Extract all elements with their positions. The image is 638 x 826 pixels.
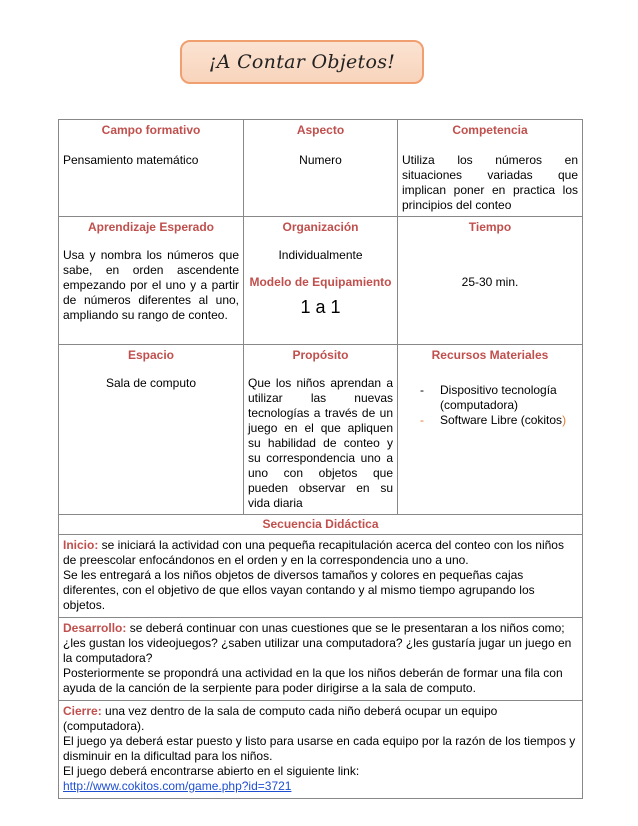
competencia-value: Utiliza los números en situaciones variadas que implican poner en practica los principios del conteo: [402, 153, 578, 212]
recursos-header: Recursos Materiales: [431, 348, 549, 362]
recurso-item: [426, 383, 578, 413]
aspecto-header: Aspecto: [296, 123, 345, 137]
aprendizaje-header: Aprendizaje Esperado: [87, 220, 215, 234]
proposito-header: Propósito: [292, 348, 349, 362]
row-desarrollo: [59, 618, 583, 701]
row-aprendizaje: [59, 217, 583, 345]
recurso-2: Software Libre (cokitos: [440, 413, 563, 427]
cierre-text-1: una vez dentro de la sala de computo cada niño deberá ocupar un equipo (computadora).: [63, 704, 498, 733]
competencia-header: Competencia: [452, 123, 528, 137]
campo-value: Pensamiento matemático: [63, 153, 199, 167]
title-banner: [180, 40, 424, 84]
inicio-text-2: Se les entregará a los niños objetos de diversos tamaños y colores en pequeñas cajas diferentes, con el objetivo de que ellos vayan contando y al mismo tiempo agrupando los objetos.: [63, 568, 535, 612]
recursos-list: [402, 383, 578, 428]
row-secuencia-header: [59, 515, 583, 535]
cell-cierre: [59, 701, 583, 799]
row-cierre: [59, 701, 583, 799]
cell-competencia: [398, 120, 583, 217]
secuencia-header: Secuencia Didáctica: [262, 517, 379, 531]
campo-header: Campo formativo: [101, 123, 201, 137]
espacio-header: Espacio: [127, 348, 175, 362]
cierre-label: Cierre:: [63, 704, 102, 718]
cell-espacio: [59, 345, 244, 515]
game-link[interactable]: http://www.cokitos.com/game.php?id=3721: [63, 779, 292, 793]
tiempo-header: Tiempo: [468, 220, 512, 234]
recurso-1: Dispositivo tecnología (computadora): [440, 383, 557, 412]
desarrollo-label: Desarrollo:: [63, 621, 127, 635]
cell-aspecto: [244, 120, 398, 217]
cell-recursos: [398, 345, 583, 515]
row-inicio: [59, 535, 583, 618]
cell-proposito: [244, 345, 398, 515]
row-campo: [59, 120, 583, 217]
aspecto-value: Numero: [299, 153, 342, 167]
organizacion-header: Organización: [282, 220, 359, 234]
cierre-text-3: El juego deberá encontrarse abierto en el siguiente link:: [63, 764, 360, 778]
cell-campo: [59, 120, 244, 217]
inicio-text-1: se iniciará la actividad con una pequeña recapitulación acerca del conteo con los niños de preescolar enfocándonos en el orden y en la correspondencia uno a uno.: [63, 538, 564, 567]
cell-inicio: [59, 535, 583, 618]
organizacion-value: Individualmente: [278, 248, 363, 262]
cierre-text-2: El juego ya deberá estar puesto y listo para usarse en cada equipo por la razón de los tiempos y disminuir en la dificultad para los niños.: [63, 734, 576, 763]
recurso-2-paren: ): [562, 413, 567, 427]
lesson-plan-table: [58, 119, 583, 799]
page-title: ¡A Contar Objetos!: [208, 51, 396, 73]
cell-organizacion: [244, 217, 398, 345]
tiempo-value: 25-30 min.: [461, 275, 519, 289]
modelo-header: Modelo de Equipamiento: [249, 275, 392, 289]
cell-desarrollo: [59, 618, 583, 701]
desarrollo-text-2: Posteriormente se propondrá una actividad en la que los niños deberán de formar una fila con ayuda de la canción de la serpiente para poder dirigirse a la sala de computo.: [63, 666, 563, 695]
cell-secuencia-header: [59, 515, 583, 535]
espacio-value: Sala de computo: [105, 376, 197, 390]
recurso-item: [426, 413, 578, 428]
desarrollo-text-1: se deberá continuar con unas cuestiones que se le presentaran a los niños como; ¿les gustan los videojuegos? ¿saben utilizar una computadora? ¿les gustaría jugar un juego en la computadora?: [63, 621, 572, 665]
cell-tiempo: [398, 217, 583, 345]
aprendizaje-value: Usa y nombra los números que sabe, en orden ascendente empezando por el uno y a partir de números diferentes al uno, ampliando su rango de conteo.: [63, 248, 239, 322]
inicio-label: Inicio:: [63, 538, 99, 552]
row-espacio: [59, 345, 583, 515]
proposito-value: Que los niños aprendan a utilizar las nuevas tecnologías a través de un juego en el que apliquen su habilidad de conteo y su correspondencia uno a uno con objetos que pueden observar en su vida diaria: [248, 376, 393, 510]
modelo-value: 1 a 1: [300, 297, 341, 317]
cell-aprendizaje: [59, 217, 244, 345]
